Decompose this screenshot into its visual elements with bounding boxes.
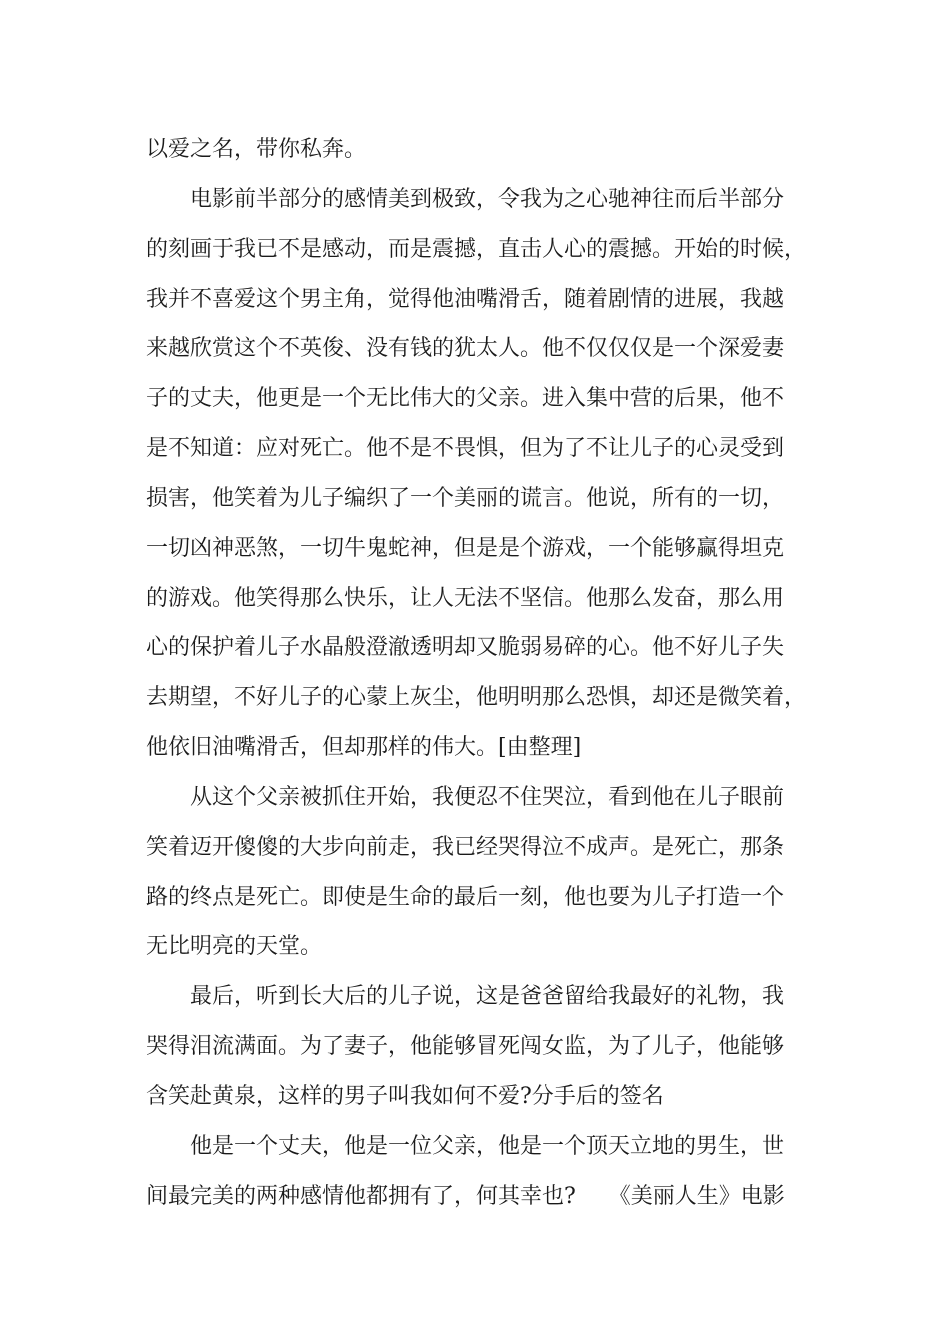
text-line: 路的终点是死亡。即使是生命的最后一刻，他也要为儿子打造一个	[146, 885, 785, 910]
text-line: 的游戏。他笑得那么快乐，让人无法不坚信。他那么发奋，那么用	[146, 586, 785, 611]
text-line: 的刻画于我已不是感动，而是震撼，直击人心的震撼。开始的时候，	[146, 237, 807, 262]
text-line: 损害，他笑着为儿子编织了一个美丽的谎言。他说，所有的一切，	[146, 486, 785, 511]
text-line: 心的保护着儿子水晶般澄澈透明却又脆弱易碎的心。他不好儿子失	[146, 635, 785, 660]
text-line: 我并不喜爱这个男主角，觉得他油嘴滑舌，随着剧情的进展，我越	[146, 287, 785, 312]
text-line: 来越欣赏这个不英俊、没有钱的犹太人。他不仅仅仅是一个深爱妻	[146, 336, 785, 361]
paragraph-start-line: 他是一个丈夫，他是一位父亲，他是一个顶天立地的男生，世	[190, 1134, 785, 1159]
paragraph-start-line: 电影前半部分的感情美到极致，令我为之心驰神往而后半部分	[190, 187, 785, 212]
text-line: 他依旧油嘴滑舌，但却那样的伟大。[由整理]	[146, 735, 582, 760]
paragraph-start-line: 从这个父亲被抓住开始，我便忍不住哭泣，看到他在儿子眼前	[190, 785, 785, 810]
text-line: 去期望，不好儿子的心蒙上灰尘，他明明那么恐惧，却还是微笑着，	[146, 685, 807, 710]
text-line: 间最完美的两种感情他都拥有了，何其幸也? 《美丽人生》电影	[146, 1184, 785, 1209]
text-line: 子的丈夫，他更是一个无比伟大的父亲。进入集中营的后果，他不	[146, 386, 785, 411]
text-line: 含笑赴黄泉，这样的男子叫我如何不爱?分手后的签名	[146, 1084, 664, 1109]
text-line: 哭得泪流满面。为了妻子，他能够冒死闯女监，为了儿子，他能够	[146, 1034, 785, 1059]
text-line: 笑着迈开傻傻的大步向前走，我已经哭得泣不成声。是死亡，那条	[146, 835, 785, 860]
text-line: 以爱之名，带你私奔。	[146, 137, 367, 162]
text-line: 一切凶神恶煞，一切牛鬼蛇神，但是是个游戏，一个能够赢得坦克	[146, 536, 785, 561]
text-line: 无比明亮的天堂。	[146, 934, 323, 959]
paragraph-start-line: 最后，听到长大后的儿子说，这是爸爸留给我最好的礼物，我	[190, 984, 785, 1009]
text-line: 是不知道：应对死亡。他不是不畏惧，但为了不让儿子的心灵受到	[146, 436, 785, 461]
